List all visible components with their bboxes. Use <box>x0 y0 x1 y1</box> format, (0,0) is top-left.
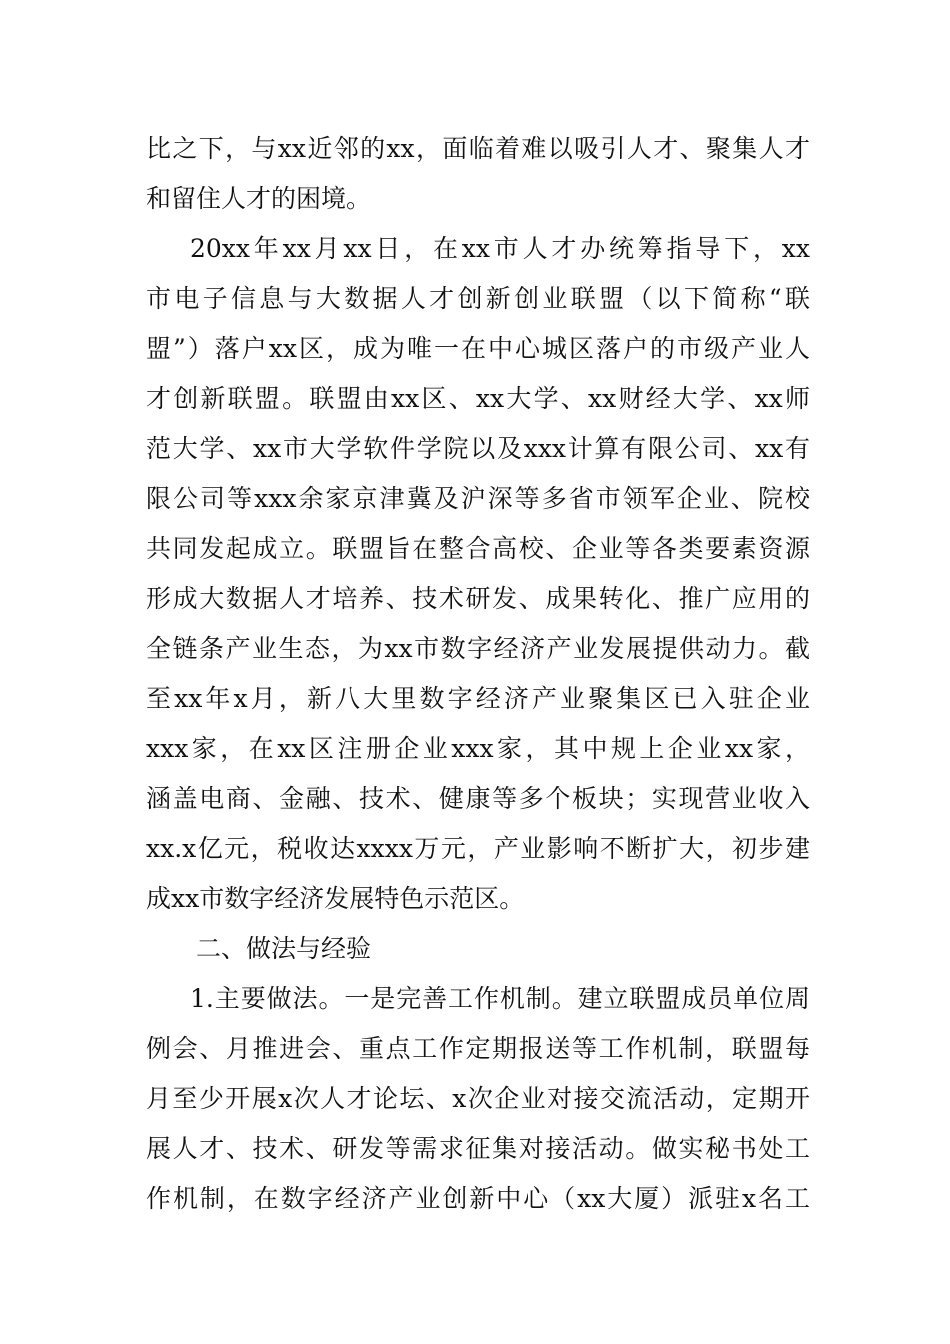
text-line: 盟”）落户xx区，成为唯一在中心城区落户的市级产业人 <box>146 334 810 363</box>
text-line: 20xx年xx月xx日，在xx市人才办统筹指导下，xx <box>190 234 810 263</box>
text-line: 范大学、xx市大学软件学院以及xxx计算有限公司、xx有 <box>146 434 810 463</box>
text-line: 涵盖电商、金融、技术、健康等多个板块；实现营业收入 <box>146 784 810 813</box>
document-body <box>146 124 810 1224</box>
text-line: 作机制，在数字经济产业创新中心（xx大厦）派驻x名工 <box>146 1184 810 1213</box>
text-line: 展人才、技术、研发等需求征集对接活动。做实秘书处工 <box>146 1134 810 1163</box>
text-line: 成xx市数字经济发展特色示范区。 <box>146 884 525 913</box>
text-line: 全链条产业生态，为xx市数字经济产业发展提供动力。截 <box>146 634 810 663</box>
text-line: xx.x亿元，税收达xxxx万元，产业影响不断扩大，初步建 <box>146 834 810 863</box>
text-line: 共同发起成立。联盟旨在整合高校、企业等各类要素资源 <box>146 534 810 563</box>
text-line: 才创新联盟。联盟由xx区、xx大学、xx财经大学、xx师 <box>146 384 810 413</box>
text-line: 和留住人才的困境。 <box>146 184 372 213</box>
text-line: 至xx年x月，新八大里数字经济产业聚集区已入驻企业 <box>146 684 810 713</box>
text-line: 限公司等xxx余家京津冀及沪深等多省市领军企业、院校 <box>146 484 810 513</box>
text-line: 月至少开展x次人才论坛、x次企业对接交流活动，定期开 <box>146 1084 810 1113</box>
text-line: 1.主要做法。一是完善工作机制。建立联盟成员单位周 <box>190 984 810 1013</box>
text-line: 市电子信息与大数据人才创新创业联盟（以下简称“联 <box>146 284 810 313</box>
text-line: 形成大数据人才培养、技术研发、成果转化、推广应用的 <box>146 584 810 613</box>
text-line: 例会、月推进会、重点工作定期报送等工作机制，联盟每 <box>146 1034 810 1063</box>
text-line: xxx家，在xx区注册企业xxx家，其中规上企业xx家， <box>146 734 810 763</box>
section-heading: 二、做法与经验 <box>196 934 372 963</box>
text-line: 比之下，与xx近邻的xx，面临着难以吸引人才、聚集人才 <box>146 134 810 163</box>
